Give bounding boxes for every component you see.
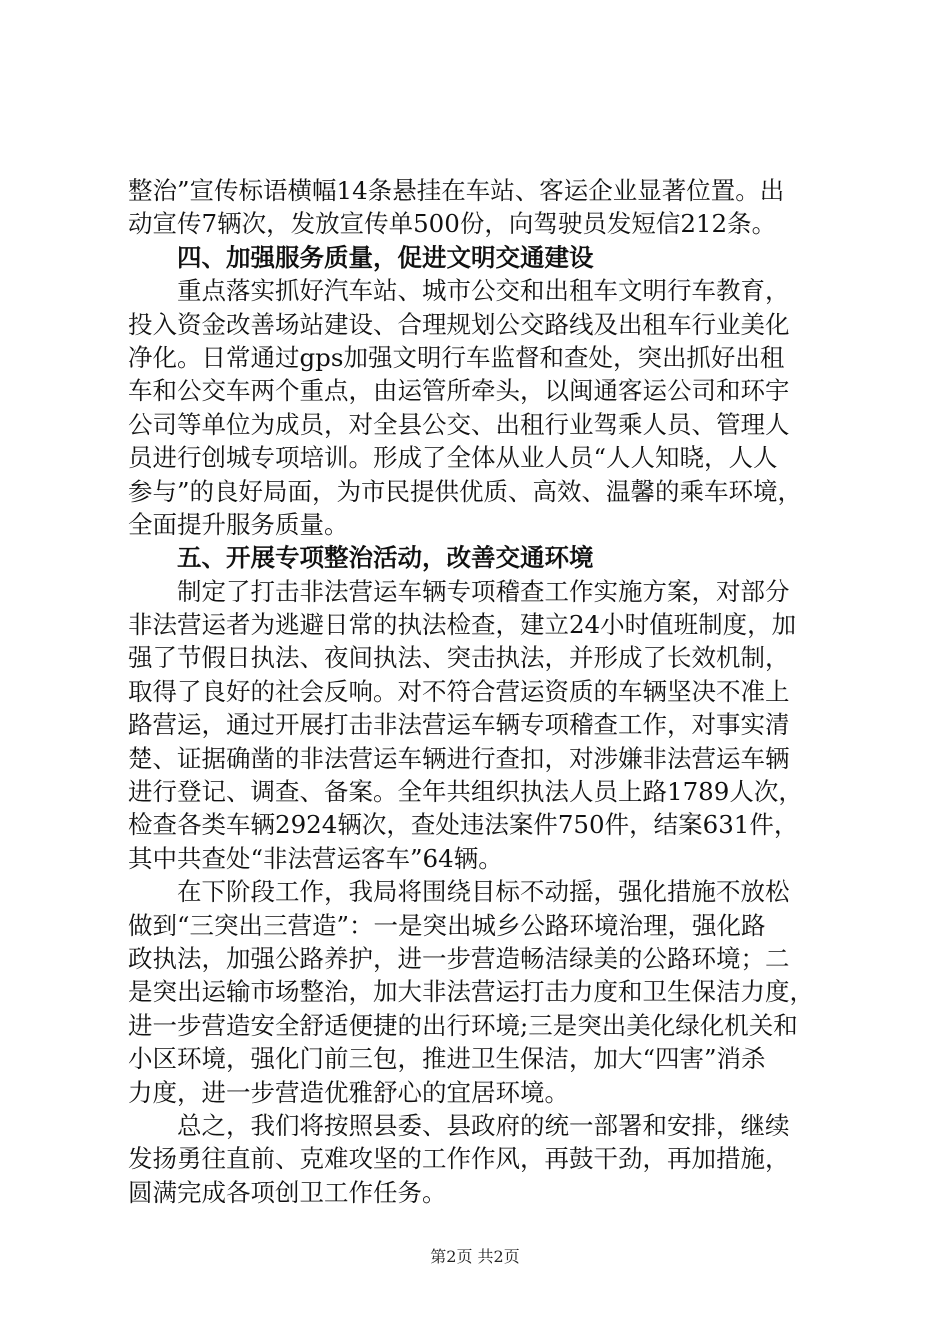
text-line: 员进行创城专项培训。形成了全体从业人员“人人知晓，人人	[128, 443, 778, 473]
document-body	[128, 174, 828, 1209]
text-line: 整治”宣传标语横幅14条悬挂在车站、客运企业显著位置。出	[128, 176, 785, 205]
text-line: 力度，进一步营造优雅舒心的宜居环境。	[128, 1077, 569, 1107]
text-line: 制定了打击非法营运车辆专项稽查工作实施方案，对部分	[177, 576, 790, 606]
text-line: 强了节假日执法、夜间执法、突击执法，并形成了长效机制，	[128, 643, 790, 673]
page-footer: 第2页 共2页	[430, 1247, 520, 1266]
text-line: 其中共查处“非法营运客车”64辆。	[128, 843, 503, 873]
text-line: 进行登记、调查、备案。全年共组织执法人员上路1789人次，	[128, 777, 803, 807]
text-line: 参与”的良好局面，为市民提供优质、高效、温馨的乘车环境，	[128, 476, 803, 506]
text-line: 路营运，通过开展打击非法营运车辆专项稽查工作，对事实清	[128, 710, 790, 740]
text-line: 取得了良好的社会反响。对不符合营运资质的车辆坚决不准上	[128, 676, 790, 706]
text-line: 圆满完成各项创卫工作任务。	[128, 1177, 447, 1207]
text-line: 非法营运者为逃避日常的执法检查，建立24小时值班制度，加	[128, 610, 797, 640]
text-line: 公司等单位为成员，对全县公交、出租行业驾乘人员、管理人	[128, 409, 790, 439]
text-line: 车和公交车两个重点，由运管所牵头，以闽通客运公司和环宇	[128, 376, 790, 406]
text-line: 总之，我们将按照县委、县政府的统一部署和安排，继续	[177, 1110, 790, 1140]
text-line: 净化。日常通过gps加强文明行车监督和查处，突出抓好出租	[128, 342, 785, 372]
text-line: 发扬勇往直前、克难攻坚的工作作风，再鼓干劲，再加措施，	[128, 1144, 790, 1174]
text-line: 做到“三突出三营造”：一是突出城乡公路环境治理，强化路	[128, 910, 766, 940]
text-line: 进一步营造安全舒适便捷的出行环境;三是突出美化绿化机关和	[128, 1010, 798, 1040]
section-heading: 五、开展专项整治活动，改善交通环境	[177, 543, 594, 573]
text-line: 检查各类车辆2924辆次，查处违法案件750件，结案631件，	[128, 810, 799, 840]
section-heading: 四、加强服务质量，促进文明交通建设	[177, 242, 594, 272]
text-line: 投入资金改善场站建设、合理规划公交路线及出租车行业美化	[128, 309, 790, 339]
text-line: 小区环境，强化门前三包，推进卫生保洁，加大“四害”消杀	[128, 1044, 766, 1074]
text-line: 是突出运输市场整治，加大非法营运打击力度和卫生保洁力度，	[128, 977, 814, 1007]
text-line: 重点落实抓好汽车站、城市公交和出租车文明行车教育，	[177, 276, 790, 306]
text-line: 楚、证据确凿的非法营运车辆进行查扣，对涉嫌非法营运车辆	[128, 743, 790, 773]
text-line: 动宣传7辆次，发放宣传单500份，向驾驶员发短信212条。	[128, 209, 777, 239]
text-line: 在下阶段工作，我局将围绕目标不动摇，强化措施不放松	[177, 877, 790, 907]
text-line: 全面提升服务质量。	[128, 509, 349, 539]
text-line: 政执法，加强公路养护，进一步营造畅洁绿美的公路环境；二	[128, 943, 790, 973]
